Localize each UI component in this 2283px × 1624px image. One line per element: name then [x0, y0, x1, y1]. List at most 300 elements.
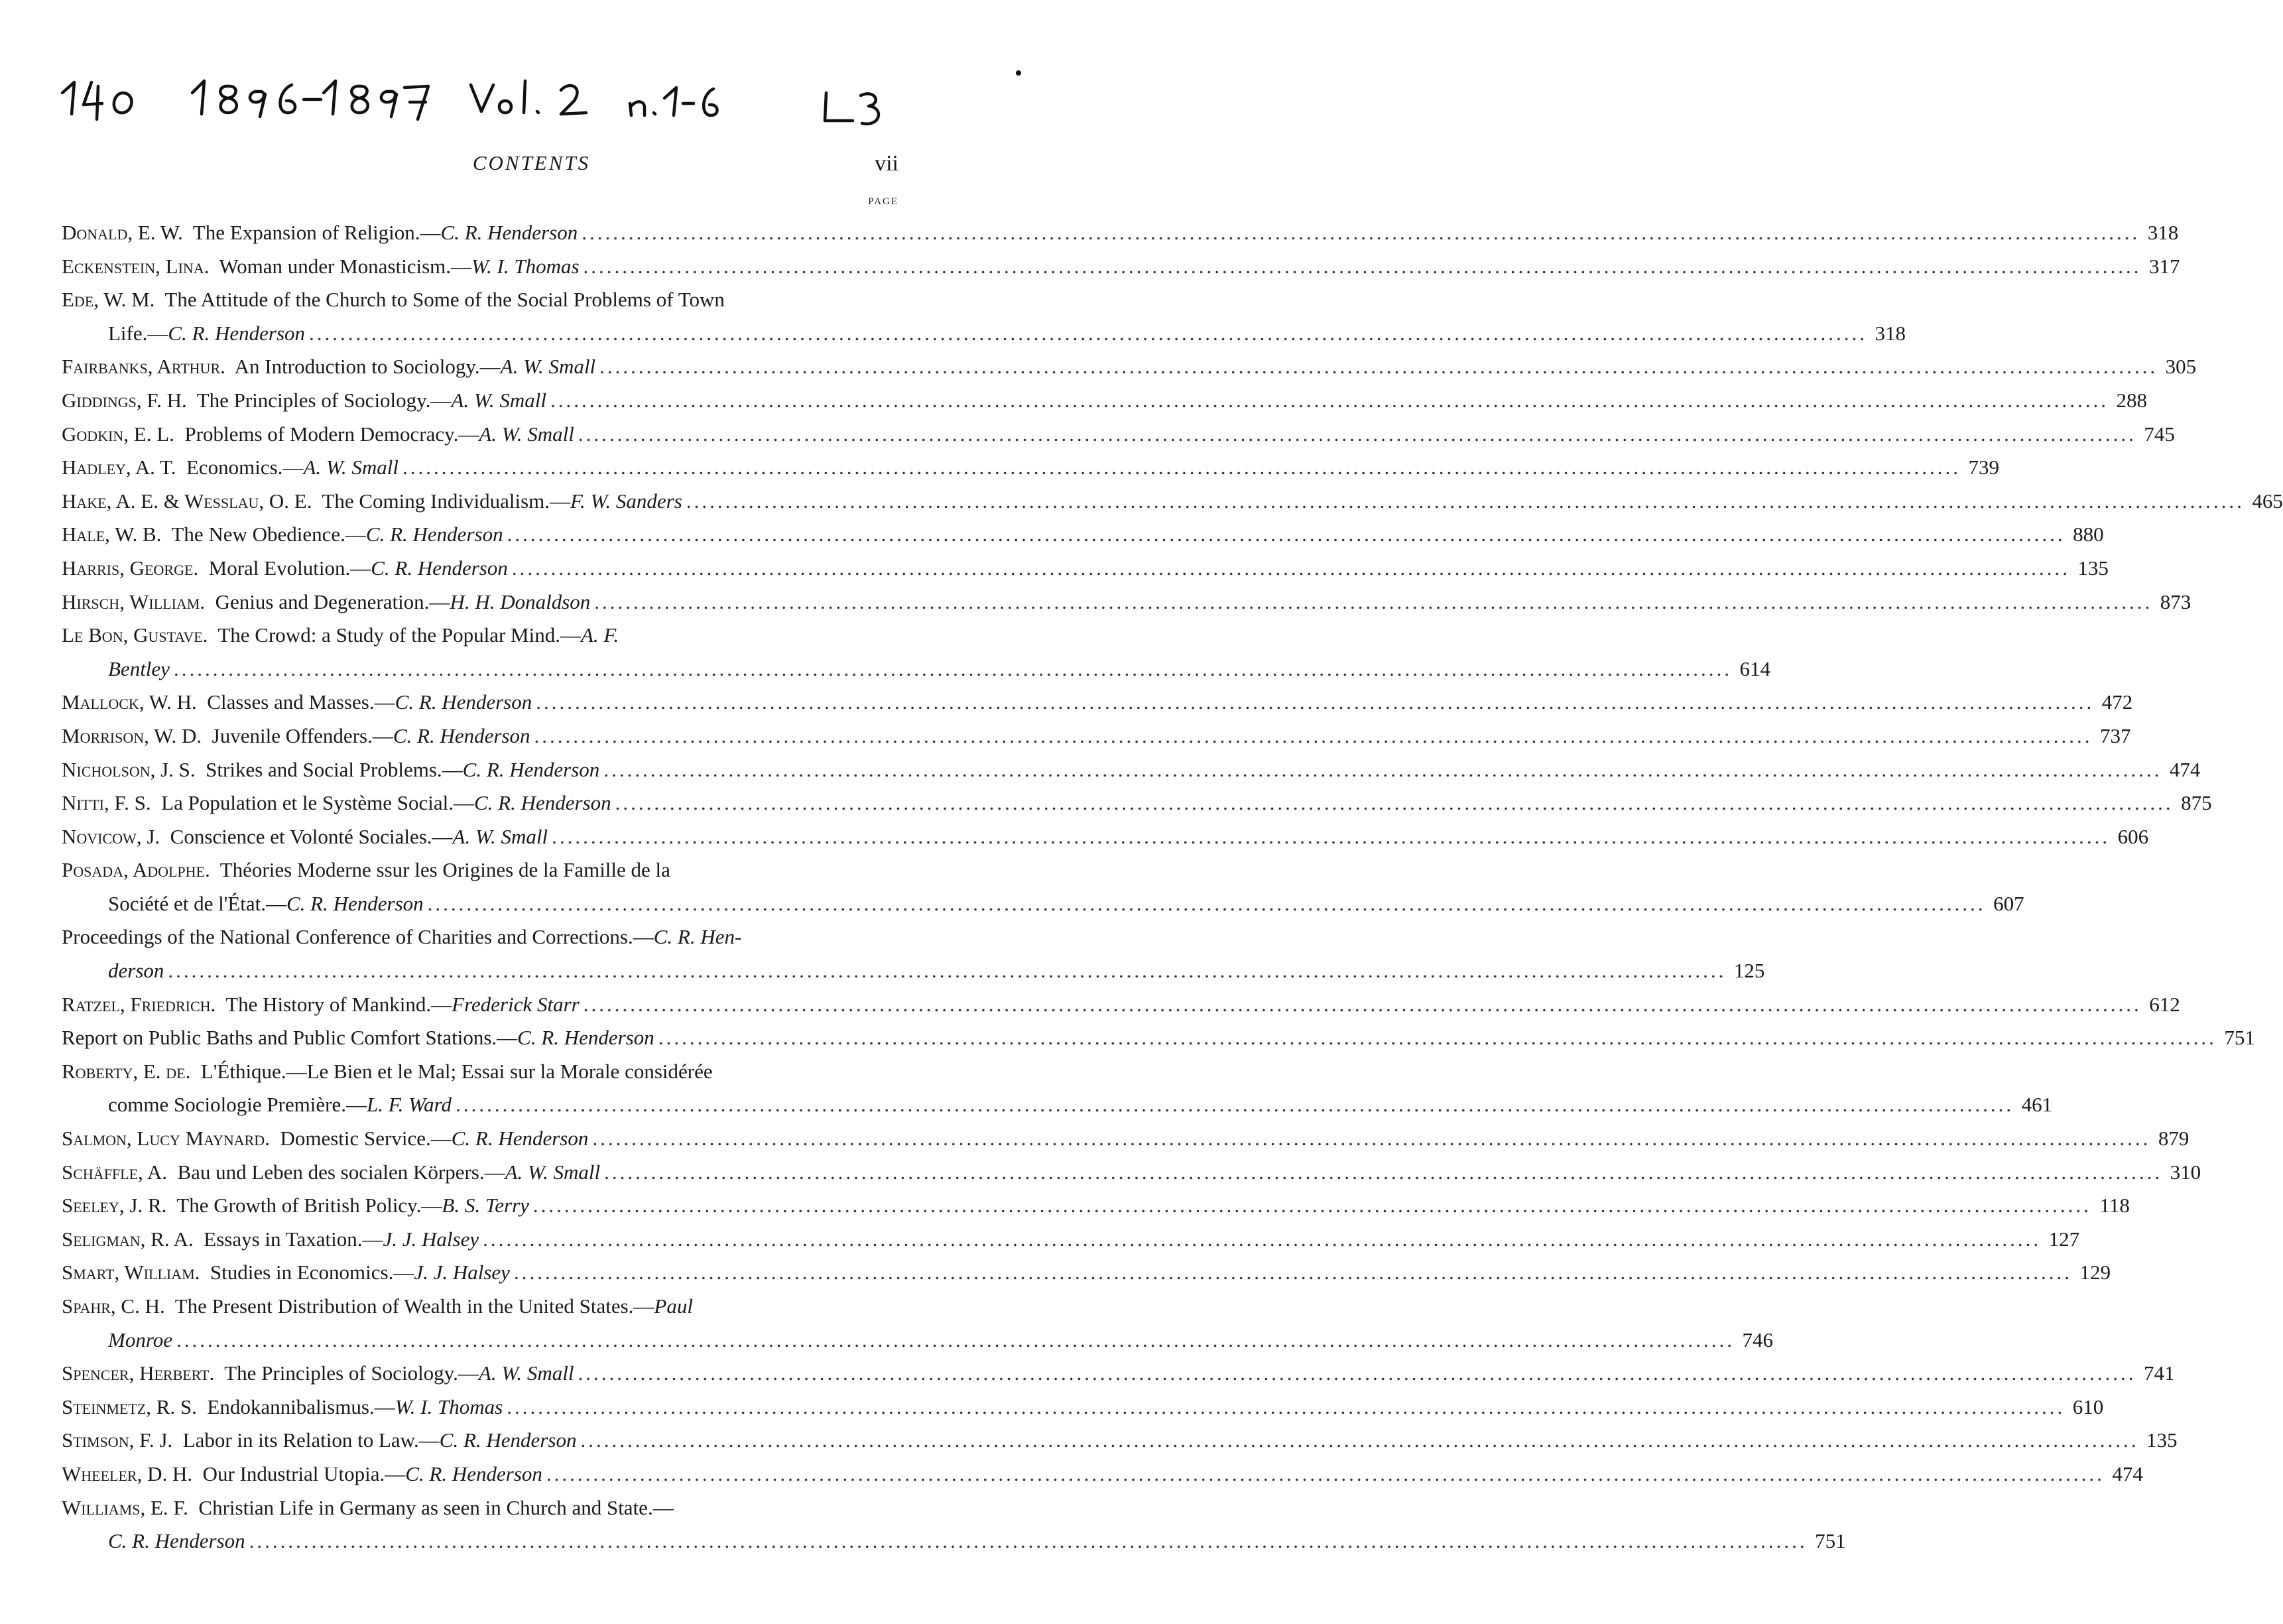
entry-title: The Expansion of Religion.— — [192, 221, 441, 244]
entry-title: Endokannibalismus.— — [207, 1395, 395, 1418]
entry-page: 474 — [2112, 1462, 2143, 1485]
handwritten-shelf-note — [60, 66, 1034, 139]
entry-line — [62, 686, 2133, 719]
spacer — [167, 1160, 178, 1184]
leader-dots: ........................................................................................................................................................................................................ — [583, 254, 2142, 278]
entry-author: Spencer, Herbert. — [62, 1361, 215, 1385]
contents-entry — [62, 1055, 2053, 1122]
entry-author: Hale, W. B. — [62, 523, 162, 546]
entry-reviewer: F. W. Sanders — [570, 489, 682, 513]
entry-author: Harris, George. — [62, 556, 199, 580]
entry-page: 737 — [2099, 723, 2131, 747]
entry-author: Nitti, F. S. — [62, 791, 151, 815]
entry-line — [62, 518, 2104, 552]
entry-title: The New Obedience.— — [171, 523, 366, 546]
entry-title: An Introduction to Sociology.— — [234, 355, 501, 379]
leader-dots: ........................................................................................................................................................................................................ — [402, 456, 1961, 479]
entry-reviewer: A. W. Small — [478, 1361, 574, 1385]
page-title: CONTENTS — [472, 151, 591, 174]
entry-author: Novicow, J. — [62, 824, 160, 848]
spacer — [188, 1496, 199, 1519]
entry-title: Problems of Modern Democracy.— — [184, 422, 479, 446]
entry-page: 135 — [2146, 1428, 2178, 1452]
entry-reviewer: J. J. Halsey — [414, 1261, 510, 1284]
leader-dots: ........................................................................................................................................................................................................ — [309, 321, 1868, 345]
contents-entry — [62, 1424, 2178, 1458]
entry-main-text — [62, 1256, 510, 1290]
entry-main-text — [62, 719, 530, 753]
entry-line — [62, 250, 2180, 284]
entry-title: The Coming Individualism.— — [322, 489, 570, 513]
entry-line — [62, 1021, 2255, 1055]
entry-title: The Principles of Sociology.— — [224, 1361, 479, 1385]
entry-page: 606 — [2117, 824, 2149, 848]
entry-main-text — [62, 753, 599, 787]
entry-main-text — [62, 250, 580, 284]
entry-page: 318 — [1875, 321, 1906, 345]
contents-entry — [62, 451, 1999, 485]
entry-reviewer: C. R. Henderson — [440, 221, 578, 244]
spacer — [208, 623, 217, 647]
entry-page: 741 — [2143, 1361, 2175, 1385]
entry-author: Eckenstein, Lina. — [62, 254, 210, 278]
leader-dots: ........................................................................................................................................................................................................ — [427, 891, 1986, 915]
entry-line — [62, 820, 2149, 854]
entry-title: Conscience et Volonté Sociales.— — [170, 824, 453, 848]
entry-author: Hadley, A. T. — [62, 456, 176, 479]
contents-entry — [62, 1021, 2255, 1055]
page-number: vii — [875, 151, 898, 176]
leader-dots: ........................................................................................................................................................................................................ — [552, 824, 2111, 848]
entry-main-text — [62, 988, 580, 1022]
entry-line — [62, 619, 898, 653]
entry-reviewer: C. R. Henderson — [473, 791, 611, 815]
spacer — [216, 993, 225, 1016]
leader-dots: ........................................................................................................................................................................................................ — [456, 1093, 2014, 1117]
contents-entry — [62, 586, 2191, 619]
entry-main-text — [62, 1055, 713, 1089]
entry-reviewer: C. R. Henderson — [371, 556, 508, 580]
contents-entry — [62, 1156, 2201, 1190]
entry-main-text — [62, 418, 574, 452]
entry-reviewer: A. W. Small — [505, 1160, 601, 1184]
leader-dots: ........................................................................................................................................................................................................ — [592, 1127, 2151, 1151]
entry-reviewer: Monroe — [108, 1328, 172, 1351]
entry-line — [62, 350, 2197, 384]
entry-reviewer: Frederick Starr — [452, 992, 580, 1016]
leader-dots: ........................................................................................................................................................................................................ — [511, 556, 2070, 580]
entry-reviewer: C. R. Henderson — [365, 523, 503, 546]
entry-title: La Population et le Système Social.— — [161, 791, 474, 815]
entry-reviewer: derson — [108, 959, 164, 983]
entry-page: 612 — [2149, 992, 2180, 1016]
entry-reviewer: C. R. Henderson — [439, 1428, 577, 1452]
entry-line — [62, 1525, 1846, 1558]
entry-line — [62, 216, 2179, 250]
entry-line — [62, 988, 2180, 1022]
spacer — [174, 422, 185, 446]
entry-page: 746 — [1742, 1328, 1773, 1351]
entry-reviewer: C. R. Henderson — [168, 321, 306, 345]
contents-entry — [62, 283, 1906, 350]
entry-author: Stimson, F. J. — [62, 1428, 173, 1452]
entry-line — [62, 451, 1999, 485]
contents-entry — [62, 920, 1765, 987]
leader-dots: ........................................................................................................................................................................................................ — [546, 1462, 2105, 1485]
entry-title: Essays in Taxation.— — [204, 1227, 383, 1251]
entry-line — [62, 1189, 2130, 1223]
entry-reviewer: A. F. — [580, 623, 619, 647]
entry-author: Fairbanks, Arthur. — [62, 355, 225, 379]
leader-dots: ........................................................................................................................................................................................................ — [513, 1261, 2072, 1284]
entry-page: 129 — [2079, 1261, 2111, 1284]
contents-entry — [62, 1256, 2111, 1290]
entry-reviewer: C. R. Henderson — [451, 1127, 589, 1151]
leader-dots: ........................................................................................................................................................................................................ — [507, 523, 2066, 546]
entry-reviewer: C. R. Henderson — [517, 1026, 654, 1050]
spacer — [197, 1395, 208, 1418]
entry-reviewer: C. R. Henderson — [405, 1462, 542, 1485]
entry-author: Giddings, F. H. — [62, 388, 187, 412]
entry-line — [62, 719, 2131, 753]
spacer — [198, 556, 209, 580]
entry-reviewer: C. R. Henderson — [108, 1529, 245, 1553]
entry-main-text — [62, 1357, 574, 1391]
contents-entry — [62, 350, 2197, 384]
entry-line — [62, 1290, 898, 1324]
contents-entry — [62, 820, 2149, 854]
entry-page: 880 — [2073, 523, 2104, 546]
entry-main-text — [62, 1189, 529, 1223]
entry-page: 745 — [2144, 422, 2175, 446]
spacer — [161, 523, 171, 546]
spacer — [172, 1428, 183, 1452]
entry-reviewer: W. I. Thomas — [395, 1395, 503, 1418]
contents-entry — [62, 853, 2024, 920]
spacer — [192, 1462, 203, 1485]
entry-title: Juvenile Offenders.— — [212, 723, 393, 747]
leader-dots: ........................................................................................................................................................................................................ — [603, 757, 2162, 781]
leader-dots: ........................................................................................................................................................................................................ — [615, 791, 2174, 815]
entry-reviewer: W. I. Thomas — [471, 254, 580, 278]
entry-main-text — [62, 1156, 600, 1190]
spacer — [165, 1294, 175, 1318]
entry-main-text — [62, 518, 503, 552]
leader-dots: ........................................................................................................................................................................................................ — [249, 1529, 1808, 1553]
spacer — [202, 724, 212, 747]
leader-dots: ........................................................................................................................................................................................................ — [583, 992, 2142, 1016]
leader-dots: ........................................................................................................................................................................................................ — [532, 1194, 2091, 1218]
entry-reviewer: H. H. Donaldson — [450, 590, 591, 613]
contents-entry — [62, 518, 2104, 552]
spacer — [210, 858, 220, 881]
entry-page: 288 — [2116, 388, 2147, 412]
entry-main-text — [62, 1122, 588, 1156]
handwritten-note-text — [60, 66, 1034, 139]
entry-main-text — [62, 552, 508, 586]
entry-line — [62, 887, 2024, 921]
entry-author: Posada, Adolphe. — [62, 858, 210, 882]
entry-author: Steinmetz, R. S. — [62, 1395, 197, 1418]
spacer — [225, 355, 235, 378]
entry-author: Mallock, W. H. — [62, 690, 197, 714]
entry-page: 875 — [2181, 791, 2212, 815]
entry-reviewer: A. W. Small — [452, 824, 548, 848]
contents-entry — [62, 1391, 2104, 1424]
entry-page: 118 — [2099, 1194, 2130, 1218]
entry-line — [62, 786, 2212, 820]
contents-entry — [62, 1357, 2175, 1391]
entry-line — [62, 384, 2147, 418]
entry-page: 317 — [2149, 254, 2180, 278]
entry-title: Genius and Degeneration.— — [215, 590, 450, 613]
entry-page: 305 — [2165, 355, 2197, 379]
entry-line — [62, 317, 1906, 351]
entry-reviewer: C. R. Henderson — [462, 757, 600, 781]
entry-reviewer: C. R. Henderson — [286, 891, 424, 915]
contents-entry — [62, 1458, 2143, 1491]
entry-main-text — [62, 1491, 674, 1525]
entry-main-text — [62, 1391, 503, 1424]
spacer — [154, 288, 164, 311]
contents-entry — [62, 619, 1770, 686]
entry-author: Nicholson, J. S. — [62, 757, 196, 781]
entry-author: Wheeler, D. H. — [62, 1462, 193, 1485]
entry-reviewer: C. R. Henderson — [395, 690, 532, 714]
entry-reviewer: L. F. Ward — [366, 1093, 452, 1117]
entry-reviewer: C. R. Hen- — [653, 925, 742, 949]
spacer — [183, 221, 193, 244]
entry-main-text — [62, 451, 399, 485]
entry-line — [62, 1088, 2053, 1122]
leader-dots: ........................................................................................................................................................................................................ — [604, 1160, 2163, 1184]
entry-page: 879 — [2158, 1127, 2190, 1151]
page-column-label: PAGE — [868, 196, 898, 207]
entry-line — [62, 753, 2201, 787]
entry-author: Hake, A. E. & Wesslau, O. E. — [62, 489, 312, 513]
spacer — [209, 255, 219, 278]
entry-line — [62, 1391, 2104, 1424]
leader-dots: ........................................................................................................................................................................................................ — [686, 489, 2245, 513]
entry-line — [62, 552, 2109, 586]
spacer — [166, 1194, 176, 1217]
spacer — [187, 389, 197, 412]
entry-line — [62, 1491, 898, 1525]
leader-dots: ........................................................................................................................................................................................................ — [534, 723, 2093, 747]
entry-main-text — [62, 283, 725, 317]
entry-page: 873 — [2160, 590, 2191, 613]
leader-dots: ........................................................................................................................................................................................................ — [599, 355, 2158, 379]
entry-author: Morrison, W. D. — [62, 723, 202, 747]
entry-title: The Crowd: a Study of the Popular Mind.— — [217, 623, 581, 647]
spacer — [176, 456, 186, 479]
entry-author: Schäffle, A. — [62, 1160, 167, 1184]
entry-line — [62, 1424, 2178, 1458]
spacer — [197, 690, 208, 714]
entry-title: The Attitude of the Church to Some of the Social Problems of Town — [164, 288, 725, 312]
entry-page: 474 — [2169, 757, 2201, 781]
entry-author: Ratzel, Friedrich. — [62, 992, 216, 1016]
entry-reviewer: Bentley — [108, 656, 170, 680]
entry-line — [62, 485, 2283, 519]
entry-reviewer: A. W. Small — [479, 422, 574, 446]
entry-main-text — [62, 1223, 479, 1257]
contents-entry — [62, 753, 2201, 787]
entry-page: 607 — [1993, 891, 2024, 915]
entry-page: 751 — [1815, 1529, 1846, 1553]
entry-author: Spahr, C. H. — [62, 1294, 165, 1318]
entry-title: Report on Public Baths and Public Comfort Stations.— — [62, 1026, 518, 1050]
entry-title: The Principles of Sociology.— — [196, 388, 452, 412]
leader-dots: ........................................................................................................................................................................................................ — [483, 1227, 2042, 1251]
entry-line — [62, 954, 1765, 988]
contents-entry — [62, 418, 2175, 452]
leader-dots: ........................................................................................................................................................................................................ — [580, 1428, 2139, 1452]
entry-title: Théories Moderne ssur les Origines de la Famille de la — [219, 858, 670, 882]
entry-author: Hirsch, William. — [62, 590, 206, 613]
spacer — [214, 1361, 224, 1385]
leader-dots: ........................................................................................................................................................................................................ — [582, 221, 2140, 244]
leader-dots: ........................................................................................................................................................................................................ — [550, 388, 2109, 412]
entry-page: 135 — [2077, 556, 2109, 580]
entry-main-text — [62, 384, 546, 418]
entry-main-text — [62, 1424, 576, 1458]
entry-title: The History of Mankind.— — [225, 992, 452, 1016]
entry-main-text — [62, 216, 578, 250]
entry-page: 125 — [1733, 959, 1765, 983]
entry-main-text — [62, 485, 682, 519]
entry-main-text — [62, 686, 532, 719]
entry-reviewer: A. W. Small — [451, 388, 546, 412]
entry-title: Proceedings of the National Conference of Charities and Corrections.— — [62, 925, 654, 949]
entry-main-text — [62, 1290, 693, 1324]
entry-title: Woman under Monasticism.— — [219, 254, 472, 278]
entry-reviewer: C. R. Henderson — [393, 723, 530, 747]
running-head — [0, 151, 1063, 184]
entry-line — [62, 1223, 2080, 1257]
entry-title: Bau und Leben des socialen Körpers.— — [177, 1160, 505, 1184]
entry-page: 310 — [2170, 1160, 2201, 1184]
entry-title: Classes and Masses.— — [207, 690, 395, 714]
entry-author: Smart, William. — [62, 1261, 200, 1284]
leader-dots: ........................................................................................................................................................................................................ — [658, 1026, 2217, 1050]
entry-title-cont: Société et de l'État.— — [108, 891, 286, 915]
entry-title: Moral Evolution.— — [208, 556, 371, 580]
entry-line — [62, 920, 898, 954]
contents-entry — [62, 988, 2180, 1022]
entry-title: L'Éthique.—Le Bien et le Mal; Essai sur la Morale considérée — [200, 1059, 713, 1083]
entry-line — [62, 1324, 1773, 1357]
entry-page: 614 — [1739, 656, 1770, 680]
entry-reviewer: B. S. Terry — [442, 1194, 529, 1218]
entry-title: Studies in Economics.— — [210, 1261, 414, 1284]
entry-main-text — [62, 920, 741, 954]
entry-page: 472 — [2101, 690, 2133, 714]
entry-reviewer: A. W. Small — [303, 456, 399, 479]
entry-line — [62, 1156, 2201, 1190]
entry-page: 461 — [2021, 1093, 2053, 1117]
spacer — [200, 1261, 210, 1284]
contents-entry — [62, 485, 2283, 519]
entry-page: 465 — [2252, 489, 2283, 513]
leader-dots: ........................................................................................................................................................................................................ — [536, 690, 2095, 714]
entry-author: Godkin, E. L. — [62, 422, 174, 446]
entry-line — [62, 853, 898, 887]
entry-line — [62, 418, 2175, 452]
entry-author: Donald, E. W. — [62, 221, 183, 244]
spacer — [196, 758, 206, 781]
entry-title: The Growth of British Policy.— — [176, 1194, 442, 1218]
entry-reviewer: J. J. Halsey — [383, 1227, 479, 1251]
entry-title: The Present Distribution of Wealth in the United States.— — [174, 1294, 654, 1318]
contents-entry — [62, 1189, 2130, 1223]
entry-author: Seligman, R. A. — [62, 1227, 194, 1251]
spacer — [194, 1227, 204, 1251]
entry-reviewer: Paul — [654, 1294, 693, 1318]
entry-line — [62, 1256, 2111, 1290]
entry-main-text — [62, 1458, 542, 1491]
entry-title: Economics.— — [186, 456, 304, 479]
entry-page: 318 — [2147, 221, 2179, 244]
entry-page: 751 — [2224, 1026, 2255, 1050]
spacer — [205, 590, 216, 613]
leader-dots: ........................................................................................................................................................................................................ — [594, 590, 2153, 613]
contents-entry — [62, 719, 2131, 753]
entry-page: 610 — [2072, 1395, 2104, 1418]
entry-reviewer: A. W. Small — [500, 355, 596, 379]
entry-main-text — [62, 1021, 654, 1055]
spacer — [151, 791, 162, 814]
spacer — [312, 489, 322, 513]
entry-line — [62, 1357, 2175, 1391]
entry-page: 739 — [1968, 456, 1999, 479]
entry-title-cont: comme Sociologie Première.— — [108, 1093, 367, 1117]
contents-entry — [62, 1290, 1773, 1357]
spacer — [190, 1060, 201, 1083]
contents-entry — [62, 216, 2179, 250]
leader-dots: ........................................................................................................................................................................................................ — [578, 1361, 2136, 1385]
entry-title: Strikes and Social Problems.— — [206, 757, 463, 781]
contents-entry — [62, 686, 2133, 719]
leader-dots: ........................................................................................................................................................................................................ — [578, 422, 2136, 446]
entry-main-text — [62, 820, 548, 854]
leader-dots: ........................................................................................................................................................................................................ — [507, 1395, 2066, 1418]
leader-dots: ........................................................................................................................................................................................................ — [168, 959, 1727, 983]
contents-entry — [62, 786, 2212, 820]
spacer — [160, 825, 170, 848]
entry-title: Our Industrial Utopia.— — [202, 1462, 406, 1485]
entry-author: Williams, E. F. — [62, 1495, 188, 1519]
entry-line — [62, 1458, 2143, 1491]
contents-entry — [62, 1491, 1846, 1558]
entry-main-text — [62, 853, 670, 887]
entry-author: Roberty, E. de. — [62, 1059, 191, 1083]
entry-author: Le Bon, Gustave. — [62, 623, 208, 647]
entry-line — [62, 283, 898, 317]
entry-page: 127 — [2048, 1227, 2080, 1251]
entry-line — [62, 653, 1770, 686]
entry-author: Ede, W. M. — [62, 288, 155, 312]
entry-author: Seeley, J. R. — [62, 1194, 167, 1218]
entry-title: Labor in its Relation to Law.— — [182, 1428, 440, 1452]
contents-entry — [62, 1223, 2080, 1257]
leader-dots: ........................................................................................................................................................................................................ — [176, 1328, 1735, 1351]
contents-entry — [62, 384, 2147, 418]
contents-entry — [62, 1122, 2190, 1156]
leader-dots: ........................................................................................................................................................................................................ — [173, 656, 1732, 680]
entry-line — [62, 586, 2191, 619]
entry-line — [62, 1122, 2190, 1156]
